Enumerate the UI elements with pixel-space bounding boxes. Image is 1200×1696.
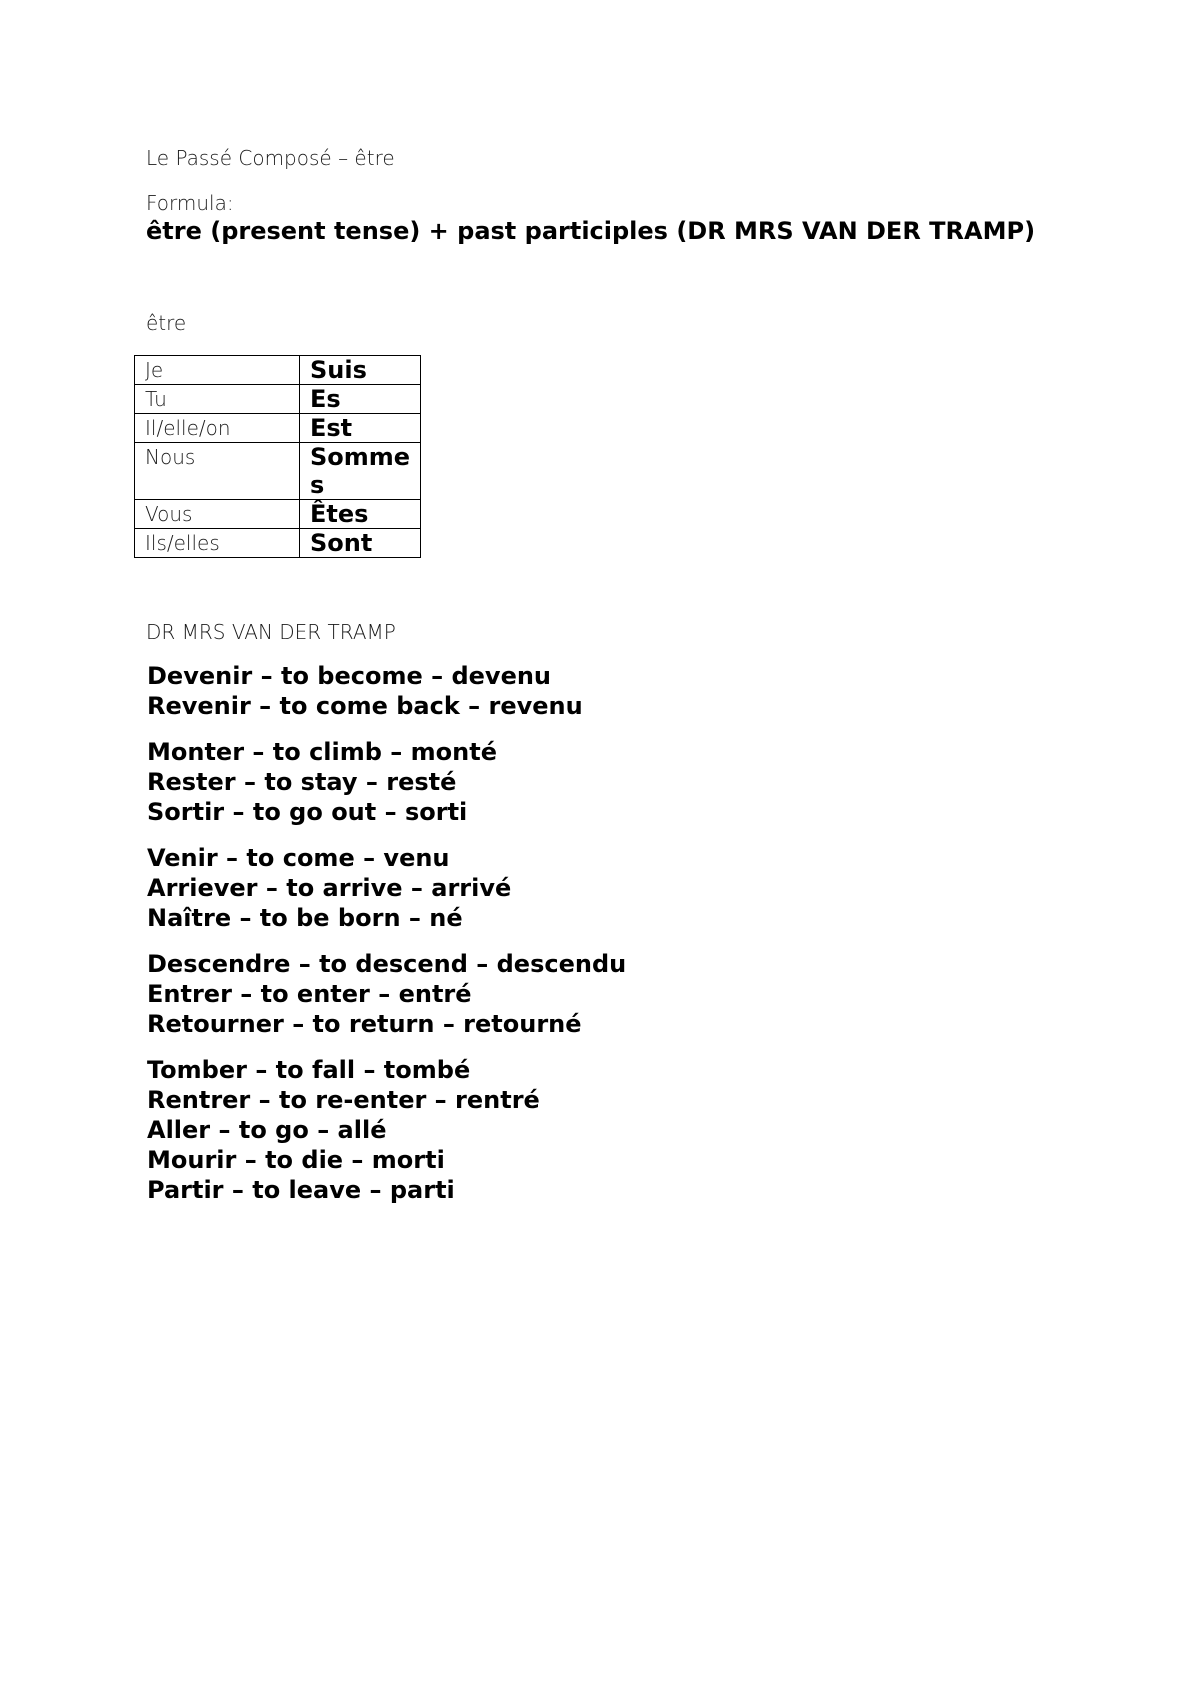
verb-list [147, 661, 1047, 1221]
pronoun-cell: Il/elle/on [135, 414, 300, 443]
table-row [135, 414, 421, 443]
verb-line: Devenir – to become – devenu [147, 662, 552, 690]
table-row [135, 529, 421, 558]
verb-line: Entrer – to enter – entré [147, 980, 472, 1008]
verb-group [147, 843, 1047, 933]
verb-line: Arriever – to arrive – arrivé [147, 874, 512, 902]
verb-form-cell: Suis [300, 356, 421, 385]
table-row [135, 443, 421, 500]
verb-line: Sortir – to go out – sorti [147, 798, 468, 826]
pronoun-cell: Tu [135, 385, 300, 414]
pronoun-cell: Vous [135, 500, 300, 529]
table-row [135, 500, 421, 529]
verb-line: Tomber – to fall – tombé [147, 1056, 471, 1084]
pronoun-cell: Je [135, 356, 300, 385]
table-row [135, 356, 421, 385]
verb-line: Rester – to stay – resté [147, 768, 457, 796]
verb-line: Aller – to go – allé [147, 1116, 387, 1144]
verb-form-cell: Sommes [300, 443, 421, 500]
formula-text: être (present tense) + past participles (DR MRS VAN DER TRAMP) [146, 217, 1036, 245]
table-row [135, 385, 421, 414]
page-title: Le Passé Composé – être [146, 146, 395, 170]
verb-form-cell: Es [300, 385, 421, 414]
verb-line: Revenir – to come back – revenu [147, 692, 583, 720]
pronoun-cell: Nous [135, 443, 300, 500]
verb-form-cell: Sont [300, 529, 421, 558]
verb-line: Retourner – to return – retourné [147, 1010, 582, 1038]
etre-heading: être [146, 311, 187, 335]
verb-line: Naître – to be born – né [147, 904, 463, 932]
verb-group [147, 737, 1047, 827]
verb-group [147, 1055, 1047, 1205]
pronoun-cell: Ils/elles [135, 529, 300, 558]
verb-group [147, 661, 1047, 721]
verb-line: Mourir – to die – morti [147, 1146, 445, 1174]
conjugation-table [134, 355, 421, 558]
verb-group [147, 949, 1047, 1039]
verb-form-cell: Êtes [300, 500, 421, 529]
verb-line: Venir – to come – venu [147, 844, 450, 872]
verb-form-cell: Est [300, 414, 421, 443]
verb-line: Descendre – to descend – descendu [147, 950, 627, 978]
verb-line: Partir – to leave – parti [147, 1176, 455, 1204]
verb-line: Monter – to climb – monté [147, 738, 497, 766]
mnemonic-heading: DR MRS VAN DER TRAMP [146, 620, 396, 644]
formula-label: Formula: [146, 191, 234, 215]
verb-line: Rentrer – to re-enter – rentré [147, 1086, 540, 1114]
